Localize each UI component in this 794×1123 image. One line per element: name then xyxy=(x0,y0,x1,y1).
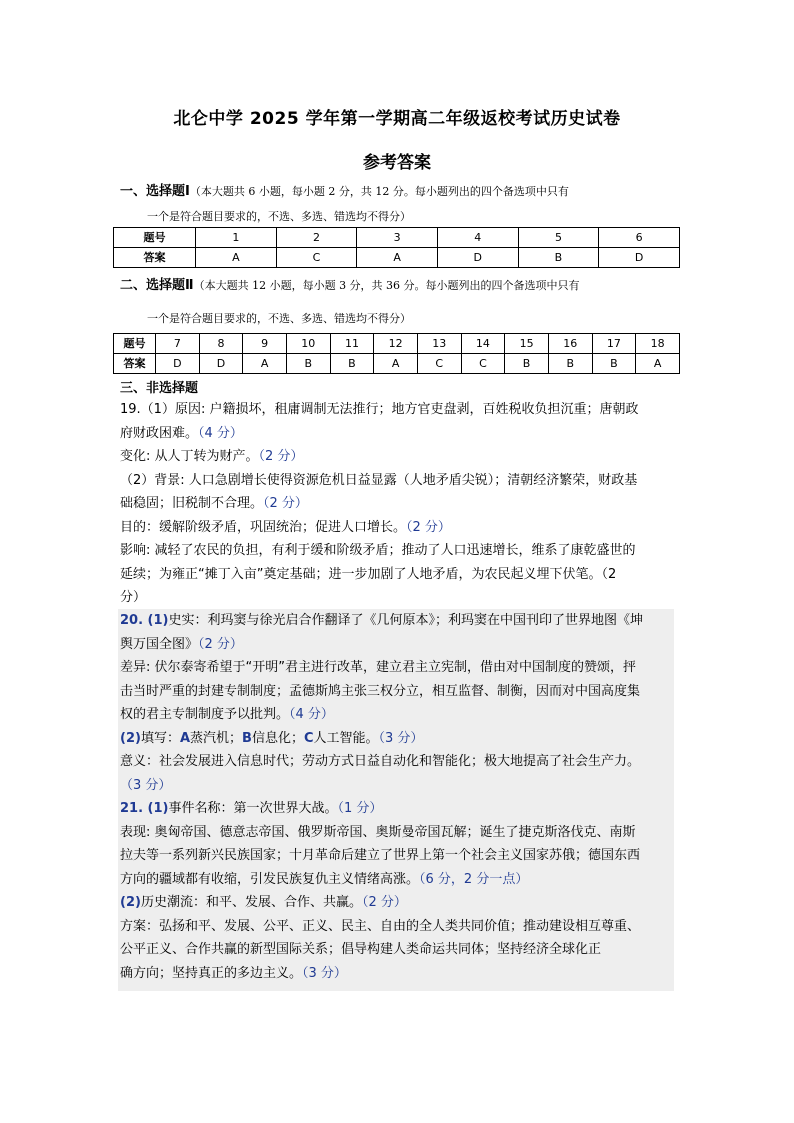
table-row xyxy=(114,248,680,268)
text-line: 确方向；坚持真正的多边主义。（3 分） xyxy=(120,965,347,981)
table-cell: C xyxy=(461,354,505,374)
table-cell: 10 xyxy=(286,334,330,354)
section2-label: 二、选择题Ⅱ xyxy=(120,278,194,293)
text-line: (2)历史潮流：和平、发展、合作、共赢。（2 分） xyxy=(120,895,407,910)
table-cell: 17 xyxy=(592,334,636,354)
table-cell: 11 xyxy=(330,334,374,354)
table-row xyxy=(114,354,680,374)
table-cell: 7 xyxy=(156,334,200,354)
table-cell: A xyxy=(636,354,680,374)
section2-heading xyxy=(120,278,580,293)
text-line: 表现: 奥匈帝国、德意志帝国、俄罗斯帝国、奥斯曼帝国瓦解；诞生了捷克斯洛伐克、南斯 xyxy=(120,824,636,840)
text-line: 差异: 伏尔泰寄希望于“开明”君主进行改革，建立君主立宪制，借由对中国制度的赞颂，抨 xyxy=(120,660,636,675)
table-cell: 12 xyxy=(374,334,418,354)
table-cell: C xyxy=(417,354,461,374)
q19-answer xyxy=(120,398,680,610)
table-cell-label: 题号 xyxy=(114,334,156,354)
section1-note-b: 一个是符合题目要求的，不选、多选、错选均不得分） xyxy=(147,210,411,223)
table-cell: D xyxy=(599,248,680,268)
section3-label: 三、非选择题 xyxy=(120,381,199,396)
table-cell: D xyxy=(437,248,518,268)
section1-label: 一、选择题Ⅰ xyxy=(120,184,190,199)
text-line: 分） xyxy=(120,590,147,605)
table-cell: 5 xyxy=(518,228,599,248)
text-line: 21. (1)事件名称：第一次世界大战。（1 分） xyxy=(120,801,383,816)
text-line: 变化: 从人丁转为财产。（2 分） xyxy=(120,449,304,464)
table-cell: B xyxy=(505,354,549,374)
table-cell: C xyxy=(276,248,357,268)
text-line: 19.（1）原因: 户籍损坏，租庸调制无法推行；地方官吏盘剥，百姓税收负担沉重；唐朝政 xyxy=(120,402,639,417)
table-cell: D xyxy=(199,354,243,374)
table-cell: 18 xyxy=(636,334,680,354)
table-cell: 9 xyxy=(243,334,287,354)
table-cell: 15 xyxy=(505,334,549,354)
table-cell: A xyxy=(196,248,277,268)
section1-note-a: （本大题共 6 小题，每小题 2 分，共 12 分。每小题列出的四个备选项中只有 xyxy=(189,185,569,198)
section2-note-a: （本大题共 12 小题，每小题 3 分，共 36 分。每小题列出的四个备选项中只有 xyxy=(193,279,580,292)
table-cell: 4 xyxy=(437,228,518,248)
text-line: 方向的疆域都有收缩，引发民族复仇主义情绪高涨。（6 分，2 分一点） xyxy=(120,871,529,887)
text-line: 公平正义、合作共赢的新型国际关系；倡导构建人类命运共同体；坚持经济全球化正 xyxy=(120,942,602,957)
table-cell: B xyxy=(592,354,636,374)
text-line: 拉夫等一系列新兴民族国家；十月革命后建立了世界上第一个社会主义国家苏俄；德国东西 xyxy=(120,848,641,863)
table-cell: 6 xyxy=(599,228,680,248)
table-cell-label: 答案 xyxy=(114,354,156,374)
table-cell: B xyxy=(518,248,599,268)
text-line: 础稳固；旧税制不合理。（2 分） xyxy=(120,496,308,511)
text-line: 权的君主专制制度予以批判。（4 分） xyxy=(120,707,334,722)
table-cell: 2 xyxy=(276,228,357,248)
text-line: 意义：社会发展进入信息时代；劳动方式日益自动化和智能化；极大地提高了社会生产力。 xyxy=(120,754,641,769)
section1-heading xyxy=(120,184,569,199)
table-cell: 1 xyxy=(196,228,277,248)
text-line: 府财政困难。（4 分） xyxy=(120,425,243,441)
table-cell: 13 xyxy=(417,334,461,354)
text-line: (2)填写：A蒸汽机；B信息化；C人工智能。（3 分） xyxy=(120,730,424,746)
table-cell: 3 xyxy=(357,228,438,248)
page-title: 北仑中学 2025 学年第一学期高二年级返校考试历史试卷 xyxy=(173,109,621,129)
table-cell: A xyxy=(357,248,438,268)
table-cell-label: 答案 xyxy=(114,248,196,268)
q21-answer xyxy=(120,797,680,985)
text-line: 方案：弘扬和平、发展、公平、正义、民主、自由的全人类共同价值；推动建设相互尊重、 xyxy=(120,918,641,934)
table-cell: A xyxy=(374,354,418,374)
table-cell: 14 xyxy=(461,334,505,354)
text-line: 舆万国全图》（2 分） xyxy=(120,636,243,652)
text-line: （2）背景: 人口急剧增长使得资源危机日益显露（人地矛盾尖锐）；清朝经济繁荣，财政基 xyxy=(120,472,638,488)
table-cell: D xyxy=(156,354,200,374)
section2-note-b: 一个是符合题目要求的，不选、多选、错选均不得分） xyxy=(147,312,411,325)
table-cell: 8 xyxy=(199,334,243,354)
text-line: 延续；为雍正“摊丁入亩”奠定基础；进一步加剧了人地矛盾，为农民起义埋下伏笔。（2 xyxy=(120,566,617,582)
text-line: 20. (1)史实：利玛窦与徐光启合作翻译了《几何原本》；利玛窦在中国刊印了世界地图《坤 xyxy=(120,613,643,628)
q20-answer xyxy=(120,609,680,797)
section2-answer-table xyxy=(113,333,680,374)
table-row xyxy=(114,228,680,248)
text-line: 击当时严重的封建专制制度；孟德斯鸠主张三权分立，相互监督、制衡，因而对中国高度集 xyxy=(120,683,641,699)
table-cell: 16 xyxy=(548,334,592,354)
table-cell: B xyxy=(548,354,592,374)
section3-heading xyxy=(120,381,198,396)
table-cell-label: 题号 xyxy=(114,228,196,248)
text-line: 影响: 减轻了农民的负担，有利于缓和阶级矛盾；推动了人口迅速增长，维系了康乾盛世的 xyxy=(120,543,636,558)
table-row xyxy=(114,334,680,354)
text-line: 目的：缓解阶级矛盾，巩固统治；促进人口增长。（2 分） xyxy=(120,519,451,535)
table-cell: B xyxy=(330,354,374,374)
section1-answer-table xyxy=(113,227,680,268)
text-line: （3 分） xyxy=(120,777,172,793)
table-cell: B xyxy=(286,354,330,374)
page-subtitle: 参考答案 xyxy=(363,153,431,173)
table-cell: A xyxy=(243,354,287,374)
